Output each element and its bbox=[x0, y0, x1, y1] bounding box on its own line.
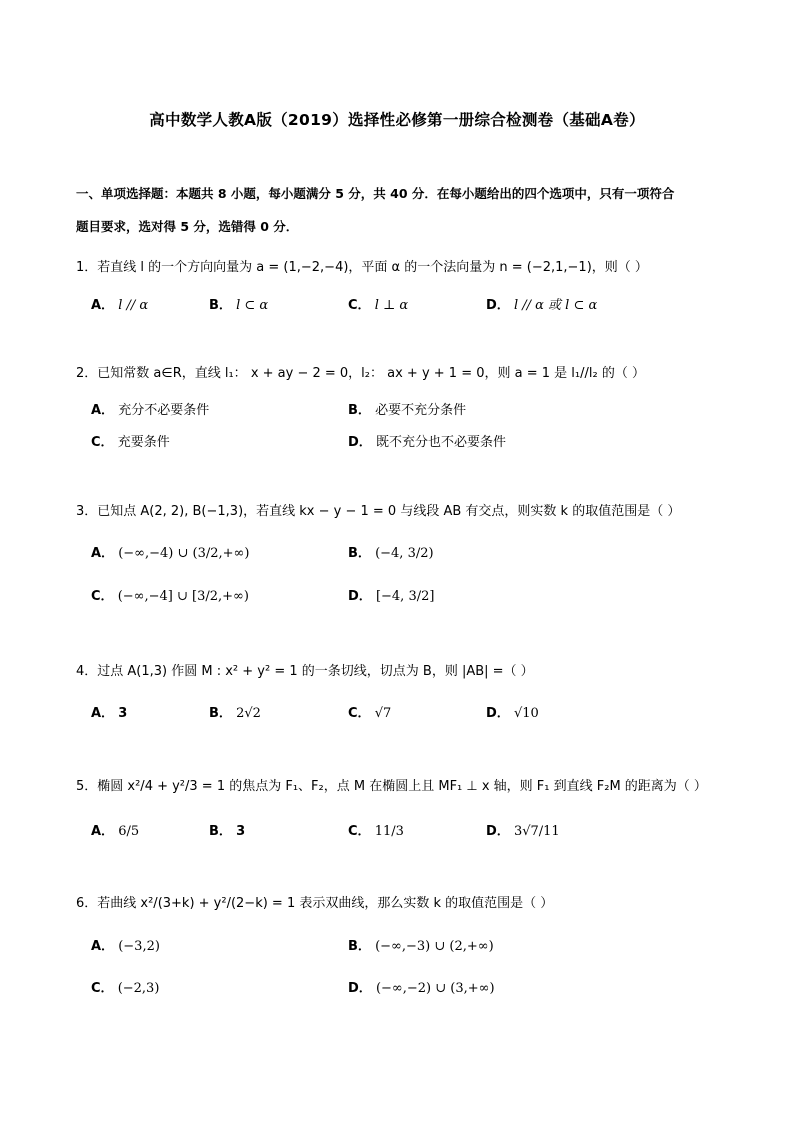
option-text: l // α 或 l ⊂ α bbox=[513, 298, 598, 313]
option-label: C． bbox=[91, 589, 114, 604]
option-text: 充分不必要条件 bbox=[118, 403, 210, 418]
option-label: D． bbox=[348, 981, 372, 996]
option-text: l ⊂ α bbox=[236, 298, 269, 313]
option-text: (−3,2) bbox=[118, 939, 160, 954]
question-1-option-d[interactable] bbox=[486, 294, 597, 313]
question-4-option-b[interactable] bbox=[209, 702, 261, 721]
option-text: (−∞,−4] ∪ [3/2,+∞) bbox=[117, 589, 249, 604]
option-label: D． bbox=[348, 589, 372, 604]
question-3-option-b[interactable] bbox=[348, 542, 434, 561]
question-5-stem: 5．椭圆 x²/4 + y²/3 = 1 的焦点为 F₁、F₂，点 M 在椭圆上且 MF₁ ⊥ x 轴，则 F₁ 到直线 F₂M 的距离为（ ） bbox=[76, 779, 707, 794]
page-title: 高中数学人教A版（2019）选择性必修第一册综合检测卷（基础A卷） bbox=[149, 111, 645, 129]
question-2-option-d[interactable] bbox=[348, 431, 506, 450]
option-text: l ⊥ α bbox=[374, 298, 409, 313]
option-text: 3√7/11 bbox=[513, 824, 560, 839]
option-text: l // α bbox=[118, 298, 149, 313]
question-5-option-d[interactable] bbox=[486, 820, 560, 839]
question-3-option-c[interactable] bbox=[91, 585, 249, 604]
question-5-option-a[interactable] bbox=[91, 820, 139, 839]
option-text: (−∞,−2) ∪ (3,+∞) bbox=[375, 981, 495, 996]
question-4-stem: 4．过点 A(1,3) 作圆 M : x² + y² = 1 的一条切线，切点为 B，则 |AB| =（ ） bbox=[76, 664, 534, 679]
option-label: D． bbox=[486, 824, 510, 839]
option-label: A． bbox=[91, 403, 115, 418]
question-4-option-d[interactable] bbox=[486, 702, 539, 721]
question-1-option-c[interactable] bbox=[348, 294, 408, 313]
question-2-option-b[interactable] bbox=[348, 399, 466, 418]
option-text: 2√2 bbox=[236, 706, 261, 721]
option-label: C． bbox=[91, 435, 114, 450]
option-label: C． bbox=[348, 824, 371, 839]
option-text: 必要不充分条件 bbox=[375, 403, 467, 418]
question-3-stem: 3．已知点 A(2, 2), B(−1,3)，若直线 kx − y − 1 = 0 与线段 AB 有交点，则实数 k 的取值范围是（ ） bbox=[76, 504, 681, 519]
option-label: B． bbox=[209, 298, 232, 313]
option-label: C． bbox=[91, 981, 114, 996]
question-5-option-b[interactable] bbox=[209, 820, 245, 839]
option-label: A． bbox=[91, 298, 115, 313]
question-6-option-d[interactable] bbox=[348, 977, 495, 996]
section-instructions-line1: 一、单项选择题：本题共 8 小题，每小题满分 5 分，共 40 分．在每小题给出的四个选项中，只有一项符合 bbox=[76, 186, 675, 201]
option-text: (−2,3) bbox=[117, 981, 160, 996]
question-6-stem: 6．若曲线 x²/(3+k) + y²/(2−k) = 1 表示双曲线，那么实数 k 的取值范围是（ ） bbox=[76, 896, 554, 911]
option-text: 既不充分也不必要条件 bbox=[375, 435, 506, 450]
question-2-option-c[interactable] bbox=[91, 431, 170, 450]
option-text: (−∞,−3) ∪ (2,+∞) bbox=[375, 939, 494, 954]
question-6-option-b[interactable] bbox=[348, 935, 494, 954]
option-label: A． bbox=[91, 706, 115, 721]
option-text: 6/5 bbox=[118, 824, 140, 839]
option-text: 3 bbox=[118, 706, 128, 721]
option-label: B． bbox=[348, 939, 371, 954]
option-label: B． bbox=[348, 546, 371, 561]
option-label: D． bbox=[486, 298, 510, 313]
option-label: B． bbox=[348, 403, 371, 418]
question-1-stem: 1．若直线 l 的一个方向向量为 a = (1,−2,−4)，平面 α 的一个法向量为 n = (−2,1,−1)，则（ ） bbox=[76, 260, 648, 275]
question-6-option-a[interactable] bbox=[91, 935, 160, 954]
option-text: (−∞,−4) ∪ (3/2,+∞) bbox=[118, 546, 250, 561]
option-label: A． bbox=[91, 546, 115, 561]
option-text: (−4, 3/2) bbox=[375, 546, 434, 561]
question-1-option-a[interactable] bbox=[91, 294, 148, 313]
option-label: B． bbox=[209, 824, 232, 839]
option-text: √7 bbox=[374, 706, 392, 721]
question-2-option-a[interactable] bbox=[91, 399, 209, 418]
option-text: 3 bbox=[236, 824, 246, 839]
option-text: 11/3 bbox=[374, 824, 404, 839]
section-instructions-line2: 题目要求，选对得 5 分，选错得 0 分． bbox=[76, 219, 299, 234]
option-text: √10 bbox=[513, 706, 539, 721]
option-text: [−4, 3/2] bbox=[375, 589, 435, 604]
option-label: D． bbox=[486, 706, 510, 721]
option-label: D． bbox=[348, 435, 372, 450]
option-label: C． bbox=[348, 298, 371, 313]
question-1-option-b[interactable] bbox=[209, 294, 268, 313]
question-6-option-c[interactable] bbox=[91, 977, 159, 996]
option-label: A． bbox=[91, 939, 115, 954]
question-3-option-a[interactable] bbox=[91, 542, 249, 561]
option-label: A． bbox=[91, 824, 115, 839]
question-3-option-d[interactable] bbox=[348, 585, 434, 604]
option-text: 充要条件 bbox=[117, 435, 170, 450]
question-5-option-c[interactable] bbox=[348, 820, 404, 839]
question-2-stem: 2．已知常数 a∈R，直线 l₁： x + ay − 2 = 0，l₂： ax + y + 1 = 0，则 a = 1 是 l₁//l₂ 的（ ） bbox=[76, 366, 645, 381]
question-4-option-a[interactable] bbox=[91, 702, 127, 721]
question-4-option-c[interactable] bbox=[348, 702, 391, 721]
option-label: B． bbox=[209, 706, 232, 721]
option-label: C． bbox=[348, 706, 371, 721]
